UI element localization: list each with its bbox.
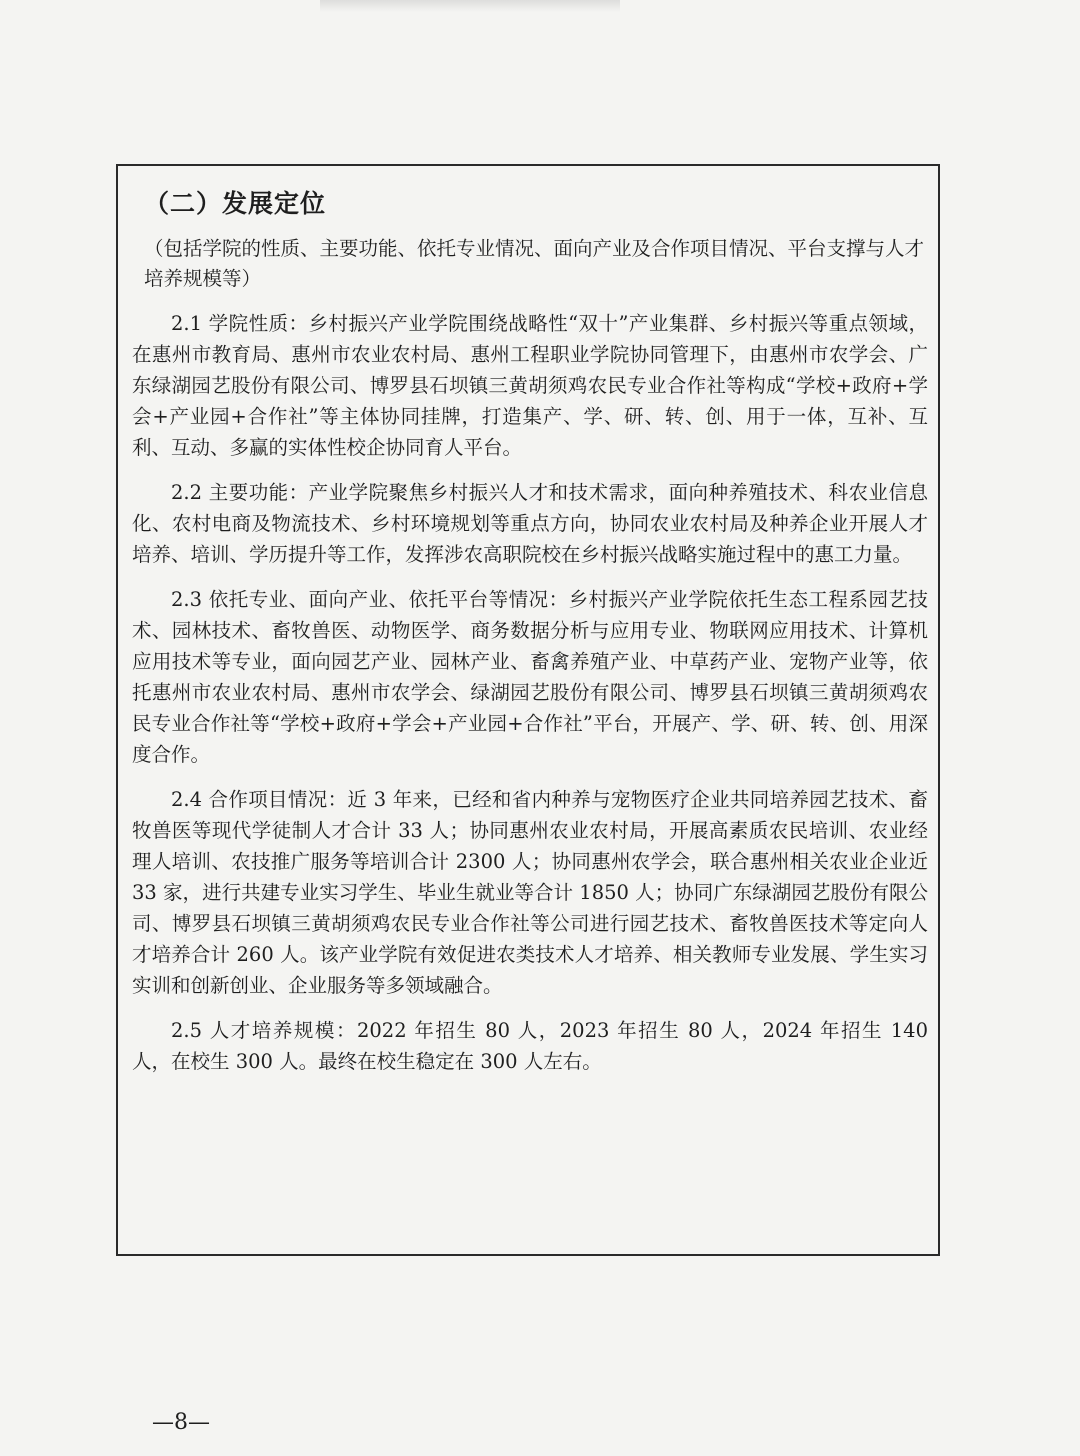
section-title: （二）发展定位 (144, 189, 327, 218)
paragraph-training-scale: 2.5 人才培养规模：2022 年招生 80 人，2023 年招生 80 人，2024 年招生 140 人，在校生 300 人。最终在校生稳定在 300 人左右。 (132, 1019, 928, 1073)
paragraph-nature: 2.1 学院性质：乡村振兴产业学院围绕战略性“双十”产业集群、乡村振兴等重点领域，在惠州市教育局、惠州市农业农村局、惠州工程职业学院协同管理下，由惠州市农学会、广东绿湖园艺股份有限公司、博罗县石坝镇三黄胡须鸡农民专业合作社等构成“学校+政府+学会+产业园+合作社”等主体协同挂牌，打造集产、学、研、转、创、用于一体，互补、互利、互动、多赢的实体性校企协同育人平台。 (132, 312, 928, 459)
content-frame (116, 164, 940, 1256)
scan-artifact (320, 0, 620, 12)
paragraph-majors-industries: 2.3 依托专业、面向产业、依托平台等情况：乡村振兴产业学院依托生态工程系园艺技术、园林技术、畜牧兽医、动物医学、商务数据分析与应用专业、物联网应用技术、计算机应用技术等专业，面向园艺产业、园林产业、畜禽养殖产业、中草药产业、宠物产业等，依托惠州市农业农村局、惠州市农学会、绿湖园艺股份有限公司、博罗县石坝镇三黄胡须鸡农民专业合作社等“学校+政府+学会+产业园+合作社”平台，开展产、学、研、转、创、用深度合作。 (132, 588, 928, 766)
paragraph-functions: 2.2 主要功能：产业学院聚焦乡村振兴人才和技术需求，面向种养殖技术、科农业信息化、农村电商及物流技术、乡村环境规划等重点方向，协同农业农村局及种养企业开展人才培养、培训、学历提升等工作，发挥涉农高职院校在乡村振兴战略实施过程中的惠工力量。 (132, 481, 928, 566)
body-text (132, 308, 928, 1091)
section-note: （包括学院的性质、主要功能、依托专业情况、面向产业及合作项目情况、平台支撑与人才培养规模等） (144, 237, 925, 290)
page-number: —8— (152, 1410, 210, 1435)
paragraph-cooperation-projects: 2.4 合作项目情况：近 3 年来，已经和省内种养与宠物医疗企业共同培养园艺技术、畜牧兽医等现代学徒制人才合计 33 人；协同惠州农业农村局，开展高素质农民培训、农业经理人培训、农技推广服务等培训合计 2300 人；协同惠州农学会，联合惠州相关农业企业近 33 家，进行共建专业实习学生、毕业生就业等合计 1850 人；协同广东绿湖园艺股份有限公司、博罗县石坝镇三黄胡须鸡农民专业合作社等公司进行园艺技术、畜牧兽医技术等定向人才培养合计 260 人。该产业学院有效促进农类技术人才培养、相关教师专业发展、学生实习实训和创新创业、企业服务等多领域融合。 (132, 788, 928, 997)
